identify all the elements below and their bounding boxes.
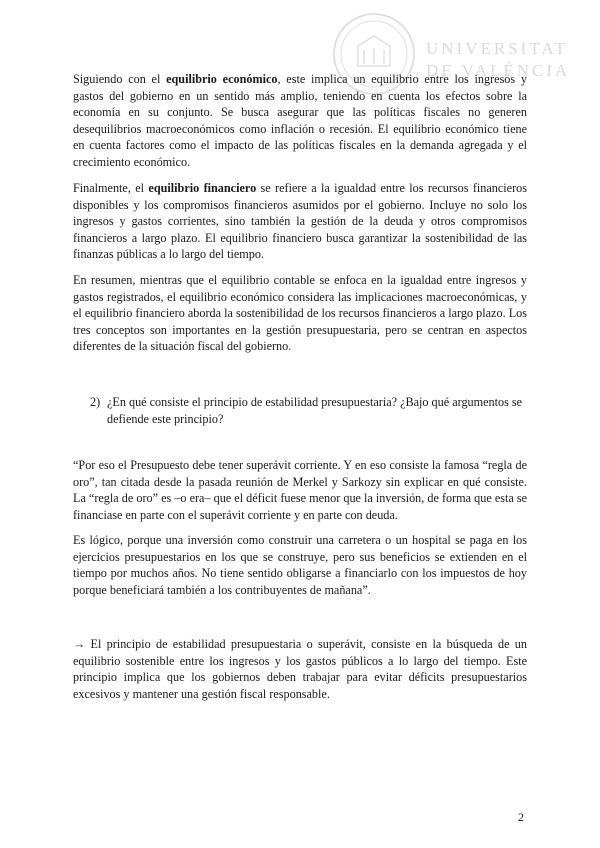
paragraph-resumen: En resumen, mientras que el equilibrio contable se enfoca en la igualdad entre ingresos y gastos registrados, el equilibrio económico considera las implicaciones macroeconómicas, y el equilibrio financiero aborda la sostenibilidad de los recursos financieros a largo plazo. Los tres conceptos son importantes en la gestión presupuestaria, pero se centran en aspectos diferentes de la situación fiscal del gobierno.	[73, 273, 527, 354]
question-text: ¿En qué consiste el principio de estabilidad presupuestaria? ¿Bajo qué argumentos se defiende este principio?	[107, 395, 523, 426]
bold-term: equilibrio financiero	[148, 181, 257, 195]
bold-term: equilibrio económico	[166, 72, 278, 86]
paragraph-equilibrio-economico: Siguiendo con el equilibrio económico, este implica un equilibrio entre los ingresos y gastos del gobierno en un sentido más amplio, teniendo en cuenta los efectos sobre la economía en su conjunto. Se busca asegurar que las políticas fiscales no generen desequilibrios macroeconómicos como inflación o recesión. El equilibrio económico tiene en cuenta factores como el impacto de las políticas fiscales en la demanda agregada y el crecimiento económico.	[73, 72, 527, 169]
quote-paragraph-2: Es lógico, porque una inversión como construir una carretera o un hospital se paga en los ejercicios presupuestarios en los que se construye, pero sus beneficios se extienden en el tiempo por muchos años. No tiene sentido obligarse a financiarlo con los impuestos de hoy porque beneficiará también a los contribuyentes de mañana”.	[73, 533, 527, 597]
question-number: 2)	[90, 395, 101, 409]
page-number: 2	[518, 810, 524, 824]
watermark-text: UNIVERSITAT DE VALÈNCIA	[426, 39, 571, 80]
paragraph-equilibrio-financiero: Finalmente, el equilibrio financiero se refiere a la igualdad entre los recursos financieros disponibles y los compromisos financieros asumidos por el gobierno. Incluye no solo los ingresos y gastos corrientes, sino también la gestión de la deuda y otros compromisos financieros a largo plazo. El equilibrio financiero busca garantizar la sostenibilidad de las finanzas públicas a lo largo del tiempo.	[73, 181, 527, 262]
answer-paragraph: → El principio de estabilidad presupuestaria o superávit, consiste en la búsqueda de un equilibrio sostenible entre los ingresos y los gastos públicos a lo largo del tiempo. Este principio implica que los gobiernos deben trabajar para evitar déficits presupuestarios excesivos y mantener una gestión fiscal responsable.	[73, 637, 527, 701]
quote-paragraph-1: “Por eso el Presupuesto debe tener superávit corriente. Y en eso consiste la famosa “regla de oro”, tan citada desde la pasada reunión de Merkel y Sarkozy sin explicar en qué consiste. La “regla de oro” es –o era– que el déficit fuese menor que la inversión, de forma que esta se financiase en parte con el superávit corriente y en parte con deuda.	[73, 458, 527, 522]
